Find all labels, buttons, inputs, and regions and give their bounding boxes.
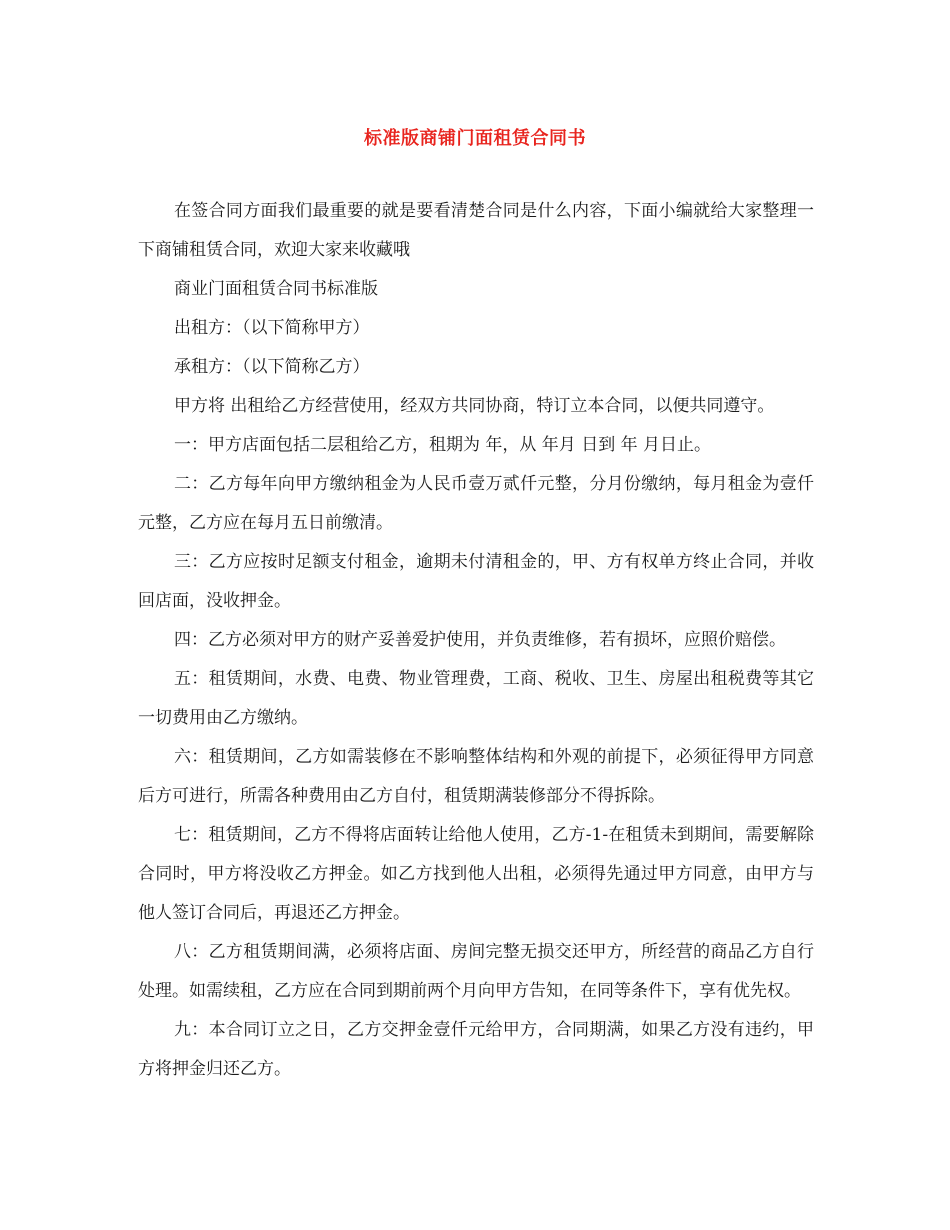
- clause-7: 七：租赁期间，乙方不得将店面转让给他人使用，乙方-1-在租赁未到期间，需要解除合同时，甲方将没收乙方押金。如乙方找到他人出租，必须得先通过甲方同意，由甲方与他人签订合同后，再退还乙方押金。: [138, 825, 814, 923]
- paragraph-intro: 在签合同方面我们最重要的就是要看清楚合同是什么内容，下面小编就给大家整理一下商铺租赁合同，欢迎大家来收藏哦: [138, 201, 814, 260]
- clause-2: 二：乙方每年向甲方缴纳租金为人民币壹万贰仟元整，分月份缴纳，每月租金为壹仟元整，乙方应在每月五日前缴清。: [138, 474, 814, 533]
- clause-4: 四：乙方必须对甲方的财产妥善爱护使用，并负责维修，若有损坏，应照价赔偿。: [174, 630, 786, 650]
- paragraph-subtitle: 商业门面租赁合同书标准版: [174, 279, 378, 299]
- paragraph-lessor: 出租方：（以下简称甲方）: [174, 318, 370, 338]
- clause-6: 六：租赁期间，乙方如需装修在不影响整体结构和外观的前提下，必须征得甲方同意后方可进行，所需各种费用由乙方自付，租赁期满装修部分不得拆除。: [138, 747, 814, 806]
- clause-3: 三：乙方应按时足额支付租金，逾期未付清租金的，甲、方有权单方终止合同，并收回店面，没收押金。: [138, 552, 814, 611]
- clause-9: 九：本合同订立之日，乙方交押金壹仟元给甲方，合同期满，如果乙方没有违约，甲方将押金归还乙方。: [138, 1020, 814, 1079]
- paragraph-lessee: 承租方：（以下简称乙方）: [174, 357, 370, 377]
- paragraph-preamble: 甲方将 出租给乙方经营使用，经双方共同协商，特订立本合同，以便共同遵守。: [174, 396, 775, 416]
- clause-8: 八：乙方租赁期间满，必须将店面、房间完整无损交还甲方，所经营的商品乙方自行处理。如需续租，乙方应在合同到期前两个月向甲方告知，在同等条件下，享有优先权。: [138, 942, 814, 1001]
- clause-1: 一：甲方店面包括二层租给乙方，租期为 年，从 年月 日到 年 月日止。: [174, 435, 712, 455]
- document-body: [138, 192, 814, 1089]
- clause-5: 五：租赁期间，水费、电费、物业管理费，工商、税收、卫生、房屋出租税费等其它一切费用由乙方缴纳。: [138, 669, 814, 728]
- document-title: 标准版商铺门面租赁合同书: [364, 128, 586, 149]
